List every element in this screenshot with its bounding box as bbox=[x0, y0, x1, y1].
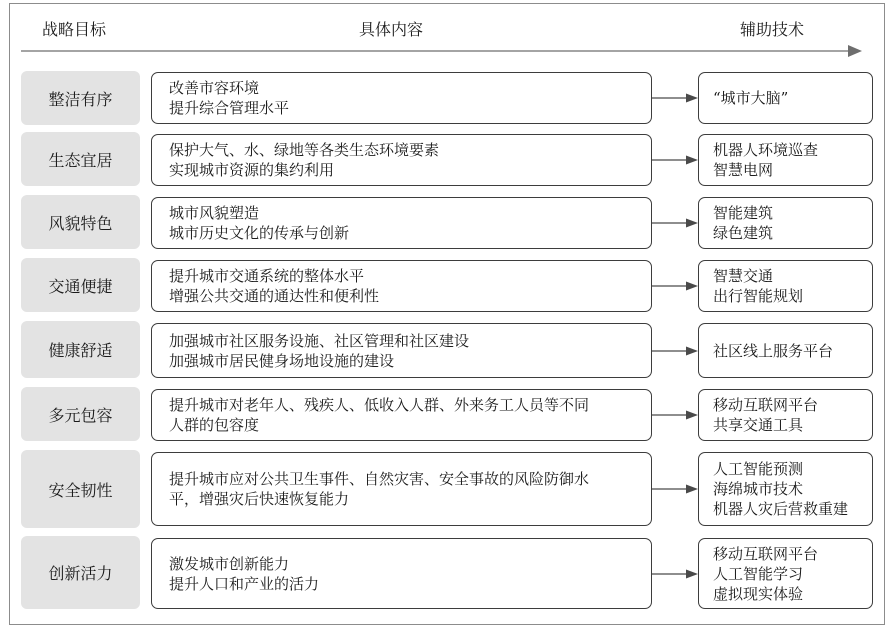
strategic-goal-label: 整洁有序 bbox=[21, 71, 140, 125]
content-box bbox=[151, 197, 652, 249]
content-line: 人群的包容度 bbox=[169, 416, 260, 434]
tech-line: “城市大脑” bbox=[713, 89, 789, 107]
content-line: 平，增强灾后快速恢复能力 bbox=[169, 490, 350, 508]
arrow-icon bbox=[652, 484, 698, 494]
supporting-tech-box bbox=[698, 197, 873, 249]
supporting-tech-box bbox=[698, 72, 873, 124]
content-line: 提升城市对老年人、残疾人、低收入人群、外来务工人员等不同 bbox=[169, 396, 590, 414]
arrow-icon bbox=[652, 281, 698, 291]
tech-line: 机器人环境巡查 bbox=[713, 141, 819, 159]
content-line: 实现城市资源的集约利用 bbox=[169, 161, 335, 179]
arrow-icon bbox=[652, 218, 698, 228]
strategic-goal-label: 安全韧性 bbox=[21, 450, 140, 528]
content-line: 加强城市居民健身场地设施的建设 bbox=[169, 351, 395, 370]
arrow-icon bbox=[652, 569, 698, 579]
supporting-tech-box bbox=[698, 452, 873, 526]
content-box bbox=[151, 72, 652, 124]
content-line: 提升综合管理水平 bbox=[169, 99, 290, 117]
arrow-icon bbox=[652, 410, 698, 420]
arrow-icon bbox=[652, 346, 698, 356]
strategic-goal-label: 交通便捷 bbox=[21, 258, 140, 312]
content-line: 提升城市交通系统的整体水平 bbox=[169, 267, 365, 285]
tech-line: 人工智能学习 bbox=[713, 564, 804, 583]
content-line: 增强公共交通的通达性和便利性 bbox=[169, 287, 380, 305]
supporting-tech-box bbox=[698, 389, 873, 441]
header-specific-content: 具体内容 bbox=[359, 20, 424, 39]
content-box bbox=[151, 538, 652, 609]
tech-line: 海绵城市技术 bbox=[713, 480, 804, 498]
supporting-tech-box bbox=[698, 134, 873, 186]
tech-line: 社区线上服务平台 bbox=[713, 341, 834, 360]
tech-line: 智慧交通 bbox=[713, 267, 774, 285]
strategic-goal-label: 创新活力 bbox=[21, 536, 140, 609]
content-line: 加强城市社区服务设施、社区管理和社区建设 bbox=[169, 331, 470, 350]
tech-line: 移动互联网平台 bbox=[713, 396, 819, 414]
content-line: 改善市容环境 bbox=[169, 79, 260, 97]
tech-line: 智能建筑 bbox=[713, 204, 774, 222]
tech-line: 智慧电网 bbox=[713, 161, 774, 179]
strategic-goal-label: 生态宜居 bbox=[21, 132, 140, 186]
header-supporting-technology: 辅助技术 bbox=[740, 20, 805, 39]
content-line: 提升城市应对公共卫生事件、自然灾害、安全事故的风险防御水 bbox=[169, 470, 590, 488]
tech-line: 人工智能预测 bbox=[713, 460, 804, 478]
header-strategic-goal: 战略目标 bbox=[42, 20, 107, 39]
content-box bbox=[151, 134, 652, 186]
supporting-tech-box bbox=[698, 260, 873, 312]
content-line: 保护大气、水、绿地等各类生态环境要素 bbox=[169, 141, 440, 159]
supporting-tech-box bbox=[698, 538, 873, 609]
tech-line: 虚拟现实体验 bbox=[713, 584, 804, 603]
content-line: 提升人口和产业的活力 bbox=[169, 574, 320, 593]
strategic-goal-label: 风貌特色 bbox=[21, 195, 140, 249]
tech-line: 共享交通工具 bbox=[713, 416, 804, 434]
content-line: 激发城市创新能力 bbox=[169, 554, 290, 573]
tech-line: 绿色建筑 bbox=[713, 224, 774, 242]
content-line: 城市历史文化的传承与创新 bbox=[169, 224, 350, 242]
content-box bbox=[151, 389, 652, 441]
content-box bbox=[151, 452, 652, 526]
arrow-icon bbox=[652, 155, 698, 165]
content-box bbox=[151, 260, 652, 312]
tech-line: 出行智能规划 bbox=[713, 287, 804, 305]
content-box bbox=[151, 323, 652, 378]
arrow-icon bbox=[652, 93, 698, 103]
content-line: 城市风貌塑造 bbox=[169, 204, 260, 222]
supporting-tech-box bbox=[698, 323, 873, 378]
strategic-goal-label: 健康舒适 bbox=[21, 321, 140, 378]
tech-line: 机器人灾后营救重建 bbox=[713, 500, 849, 518]
tech-line: 移动互联网平台 bbox=[713, 544, 819, 563]
strategic-goal-label: 多元包容 bbox=[21, 387, 140, 441]
